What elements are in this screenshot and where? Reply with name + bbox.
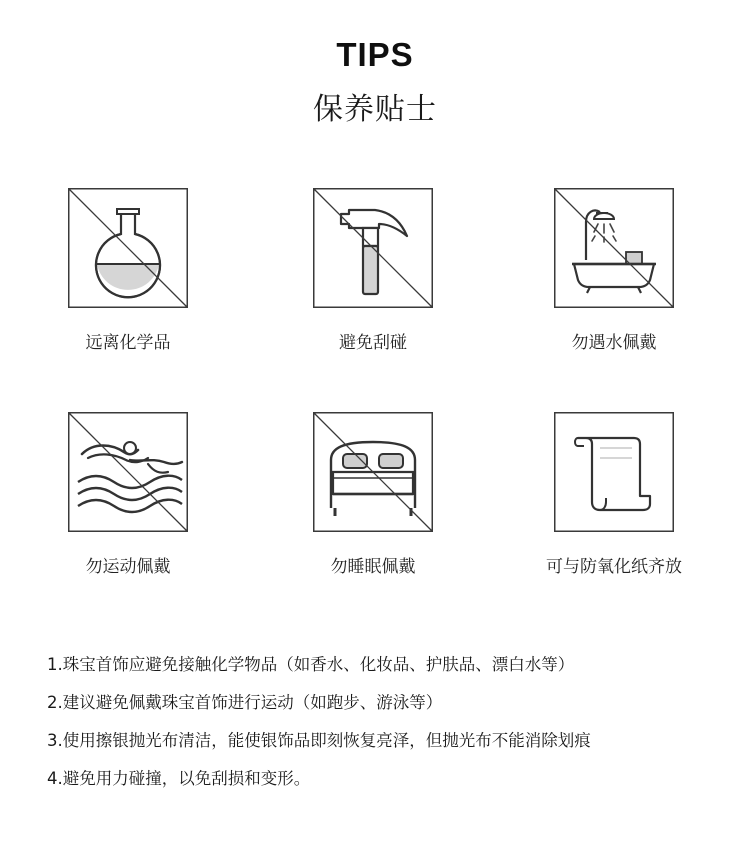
caption-water: 勿遇水佩戴: [571, 333, 657, 353]
caption-knock: 避免刮碰: [339, 333, 407, 353]
bed-icon: [313, 412, 433, 532]
paper-scroll-icon: [554, 412, 674, 532]
caption-chemicals: 远离化学品: [85, 333, 171, 353]
page-title: TIPS: [336, 36, 414, 73]
tip-item: 3.使用擦银抛光布清洁，能使银饰品即刻恢复亮泽，但抛光布不能消除划痕: [47, 731, 591, 750]
tip-item: 4.避免用力碰撞，以免刮损和变形。: [47, 769, 311, 788]
caption-exercise: 勿运动佩戴: [85, 557, 171, 577]
card-knock: [313, 188, 433, 308]
card-paper: [554, 412, 674, 532]
hammer-icon: [313, 188, 433, 308]
caption-sleep: 勿睡眠佩戴: [330, 557, 416, 577]
tip-item: 2.建议避免佩戴珠宝首饰进行运动（如跑步、游泳等）: [47, 693, 443, 712]
tip-item: 1.珠宝首饰应避免接触化学物品（如香水、化妆品、护肤品、漂白水等）: [47, 655, 575, 674]
page-subtitle: 保养贴士: [313, 92, 437, 127]
card-sleep: [313, 412, 433, 532]
flask-icon: [68, 188, 188, 308]
card-exercise: [68, 412, 188, 532]
card-chemicals: [68, 188, 188, 308]
tips-list: [47, 646, 737, 798]
shower-bathtub-icon: [554, 188, 674, 308]
card-water: [554, 188, 674, 308]
caption-paper: 可与防氧化纸齐放: [546, 557, 682, 577]
swimmer-icon: [68, 412, 188, 532]
